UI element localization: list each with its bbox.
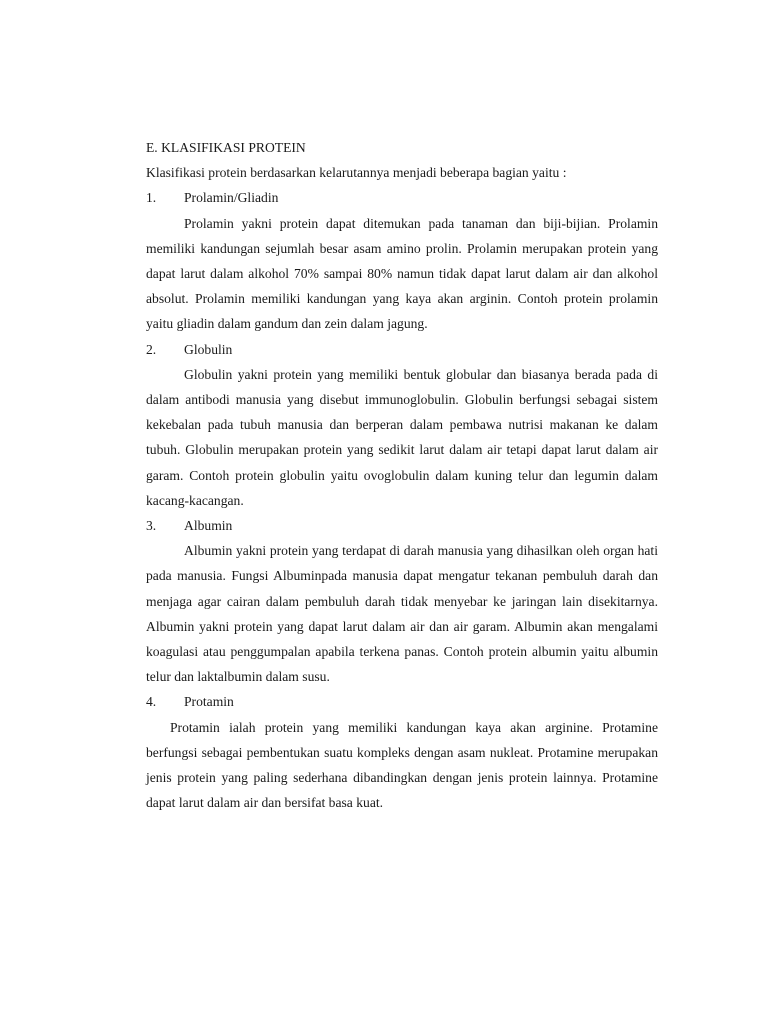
item-heading-3 xyxy=(146,513,658,538)
item-title: Globulin xyxy=(184,341,233,357)
document-body xyxy=(146,135,658,815)
section-heading: E. KLASIFIKASI PROTEIN xyxy=(146,140,306,155)
item-number: 1. xyxy=(146,190,157,206)
item-paragraph-4: Protamin ialah protein yang memiliki kandungan kaya akan arginine. Protamine berfungsi sebagai pembentukan suatu kompleks dengan asam nukleat. Protamine merupakan jenis protein yang paling sederhana dibandingkan dengan jenis protein lainnya. Protamine dapat larut dalam air dan bersifat basa kuat. xyxy=(146,719,658,811)
item-paragraph-2: Globulin yakni protein yang memiliki bentuk globular dan biasanya berada pada di dalam antibodi manusia yang disebut immunoglobulin. Globulin berfungsi sebagai sistem kekebalan pada tubuh manusia dan berperan dalam pembawa nutrisi makanan ke dalam tubuh. Globulin merupakan protein yang sedikit larut dalam air tetapi dapat larut dalam air garam. Contoh protein globulin yaitu ovoglobulin dalam kuning telur dan legumin dalam kacang-kacangan. xyxy=(146,366,658,508)
item-heading-4 xyxy=(146,689,658,714)
item-paragraph-1: Prolamin yakni protein dapat ditemukan pada tanaman dan biji-bijian. Prolamin memiliki kandungan sejumlah besar asam amino prolin. Prolamin merupakan protein yang dapat larut dalam alkohol 70% sampai 80% namun tidak dapat larut dalam air dan alkohol absolut. Prolamin memiliki kandungan yang kaya akan arginin. Contoh protein prolamin yaitu gliadin dalam gandum dan zein dalam jagung. xyxy=(146,215,658,332)
item-number: 2. xyxy=(146,341,157,357)
item-number: 4. xyxy=(146,694,157,710)
item-heading-2 xyxy=(146,337,658,362)
item-heading-1 xyxy=(146,185,658,210)
item-title: Albumin xyxy=(184,518,233,534)
intro-text: Klasifikasi protein berdasarkan kelarutannya menjadi beberapa bagian yaitu : xyxy=(146,165,567,181)
item-number: 3. xyxy=(146,518,157,534)
item-title: Protamin xyxy=(184,694,234,710)
item-title: Prolamin/Gliadin xyxy=(184,190,279,206)
item-paragraph-3: Albumin yakni protein yang terdapat di darah manusia yang dihasilkan oleh organ hati pada manusia. Fungsi Albuminpada manusia dapat mengatur tekanan pembuluh darah dan menjaga agar cairan dalam pembuluh darah tidak menyebar ke jaringan lain disekitarnya. Albumin yakni protein yang dapat larut dalam air dan air garam. Albumin akan mengalami koagulasi atau penggumpalan apabila terkena panas. Contoh protein albumin yaitu albumin telur dan laktalbumin dalam susu. xyxy=(146,543,658,685)
